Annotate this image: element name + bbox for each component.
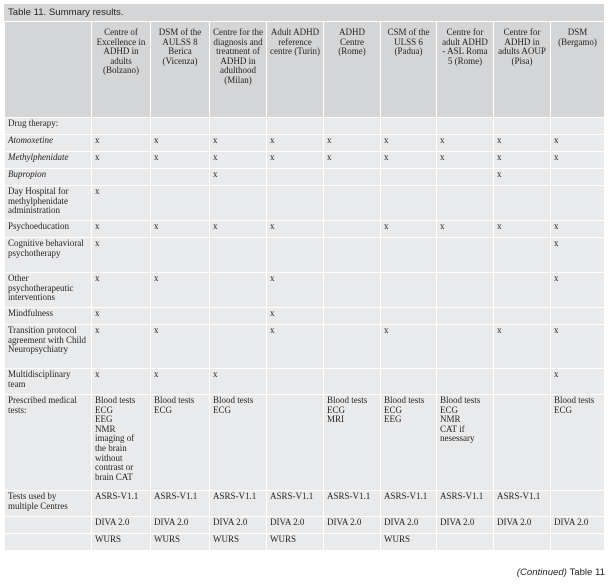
column-header: Centre for the diagnosis and treatment of ADHD in adulthood (Milan) <box>210 22 267 118</box>
table-cell: ASRS-V1.1 <box>381 491 437 517</box>
row-label: Other psychotherapeutic interventions <box>5 273 92 308</box>
table-cell <box>494 534 551 551</box>
column-header: Centre for ADHD in adults AOUP (Pisa) <box>494 22 551 118</box>
table-cell <box>551 169 605 186</box>
table-cell: Blood tests ECG <box>151 395 210 491</box>
continued-caption <box>517 567 605 578</box>
table-cell: x <box>151 135 210 152</box>
header-row <box>5 22 605 118</box>
table-cell: x <box>210 369 267 395</box>
table-cell <box>381 273 437 308</box>
table-cell <box>437 325 494 369</box>
row-label: Multidisciplinary team <box>5 369 92 395</box>
table-cell: x <box>551 238 605 273</box>
table-cell <box>437 186 494 221</box>
table-cell <box>437 273 494 308</box>
table-cell: x <box>494 325 551 369</box>
table-cell: Blood tests ECG <box>210 395 267 491</box>
table-cell: x <box>151 369 210 395</box>
table-cell: WURS <box>92 534 151 551</box>
table-body <box>5 118 605 551</box>
table-cell: ASRS-V1.1 <box>267 491 324 517</box>
table-cell: x <box>494 169 551 186</box>
column-header: Centre for adult ADHD - ASL Roma 5 (Rome) <box>437 22 494 118</box>
table-cell <box>437 534 494 551</box>
table-row <box>5 221 605 238</box>
table-cell: x <box>92 238 151 273</box>
table-row <box>5 118 605 135</box>
table-cell <box>324 186 381 221</box>
table-cell: DIVA 2.0 <box>92 517 151 534</box>
table-cell: x <box>551 369 605 395</box>
table-cell: Blood tests ECG EEG NMR imaging of the brain without contrast or brain CAT <box>92 395 151 491</box>
table-cell: DIVA 2.0 <box>151 517 210 534</box>
table-row <box>5 186 605 221</box>
table-cell <box>381 308 437 325</box>
table-cell <box>324 273 381 308</box>
row-label: Cognitive behavioral psychotherapy <box>5 238 92 273</box>
table-cell <box>381 186 437 221</box>
table-cell: x <box>151 273 210 308</box>
table-cell <box>437 169 494 186</box>
table-cell: Blood tests ECG <box>551 395 605 491</box>
table-cell: x <box>494 152 551 169</box>
table-cell <box>381 169 437 186</box>
table-cell <box>92 169 151 186</box>
table-cell <box>551 534 605 551</box>
summary-table <box>4 21 605 551</box>
table-cell: x <box>267 152 324 169</box>
table-cell <box>551 118 605 135</box>
table-cell <box>151 186 210 221</box>
column-header: CSM of the ULSS 6 (Padua) <box>381 22 437 118</box>
table-cell <box>437 118 494 135</box>
table-row <box>5 534 605 551</box>
table-cell <box>494 308 551 325</box>
table-cell <box>210 325 267 369</box>
table-cell <box>267 169 324 186</box>
row-label: Day Hospital for methylphenidate administration <box>5 186 92 221</box>
table-cell: x <box>210 221 267 238</box>
table-cell <box>151 238 210 273</box>
table-cell: x <box>151 152 210 169</box>
table-cell: x <box>92 152 151 169</box>
table-cell: x <box>551 325 605 369</box>
table-cell: x <box>551 152 605 169</box>
table-cell <box>494 118 551 135</box>
table-cell: Blood tests ECG MRI <box>324 395 381 491</box>
table-cell <box>267 238 324 273</box>
row-label: Methylphenidate <box>5 152 92 169</box>
row-label: Tests used by multiple Centres <box>5 491 92 517</box>
header-blank-cell <box>5 22 92 118</box>
column-header: ADHD Centre (Rome) <box>324 22 381 118</box>
row-label: Mindfulness <box>5 308 92 325</box>
table-cell <box>551 491 605 517</box>
table-cell: DIVA 2.0 <box>210 517 267 534</box>
table-cell: x <box>151 221 210 238</box>
table-cell <box>324 238 381 273</box>
table-cell: x <box>92 369 151 395</box>
table-cell: WURS <box>210 534 267 551</box>
table-cell <box>494 238 551 273</box>
table-cell: x <box>92 325 151 369</box>
table-cell: DIVA 2.0 <box>494 517 551 534</box>
table-reference: Table 11 <box>569 567 605 578</box>
table-row <box>5 135 605 152</box>
table-cell: DIVA 2.0 <box>437 517 494 534</box>
table-cell <box>551 308 605 325</box>
table-cell: x <box>210 152 267 169</box>
table-cell: x <box>551 135 605 152</box>
continued-label: (Continued) <box>516 567 567 578</box>
table-cell: x <box>381 221 437 238</box>
table-cell <box>92 118 151 135</box>
table-cell: DIVA 2.0 <box>324 517 381 534</box>
table-row <box>5 517 605 534</box>
table-cell: x <box>151 325 210 369</box>
table-cell <box>324 534 381 551</box>
table-cell <box>381 369 437 395</box>
table-cell: ASRS-V1.1 <box>494 491 551 517</box>
table-cell: x <box>381 325 437 369</box>
table-row <box>5 169 605 186</box>
table-cell: x <box>210 169 267 186</box>
table-cell: DIVA 2.0 <box>551 517 605 534</box>
table-row <box>5 238 605 273</box>
table-cell: x <box>494 221 551 238</box>
table-cell <box>210 308 267 325</box>
table-cell: x <box>494 135 551 152</box>
column-header: Adult ADHD reference centre (Turin) <box>267 22 324 118</box>
row-label: Atomoxetine <box>5 135 92 152</box>
table-cell <box>494 273 551 308</box>
table-cell: x <box>92 135 151 152</box>
table-cell: x <box>437 221 494 238</box>
table-cell: Blood tests ECG NMR CAT if nesessary <box>437 395 494 491</box>
row-label: Prescribed medical tests: <box>5 395 92 491</box>
table-row <box>5 491 605 517</box>
table-cell: ASRS-V1.1 <box>151 491 210 517</box>
column-header: DSM of the AULSS 8 Berica (Vicenza) <box>151 22 210 118</box>
table-cell <box>210 118 267 135</box>
table-cell: x <box>267 325 324 369</box>
table-cell <box>324 118 381 135</box>
table-cell <box>494 395 551 491</box>
table-cell <box>381 238 437 273</box>
table-cell <box>151 169 210 186</box>
table-cell <box>324 221 381 238</box>
table-cell <box>324 325 381 369</box>
table-cell <box>324 308 381 325</box>
table-cell <box>324 169 381 186</box>
table-cell <box>267 186 324 221</box>
table-cell: ASRS-V1.1 <box>324 491 381 517</box>
row-label: Drug therapy: <box>5 118 92 135</box>
table-cell <box>267 395 324 491</box>
table-cell: x <box>92 273 151 308</box>
row-label <box>5 517 92 534</box>
table-cell <box>210 273 267 308</box>
table-cell <box>494 186 551 221</box>
table-row <box>5 325 605 369</box>
table-cell: x <box>437 152 494 169</box>
table-cell: x <box>437 135 494 152</box>
table-row <box>5 308 605 325</box>
table-cell: DIVA 2.0 <box>381 517 437 534</box>
table-cell: x <box>324 152 381 169</box>
table-cell: WURS <box>381 534 437 551</box>
table-cell <box>267 369 324 395</box>
table-cell <box>210 186 267 221</box>
table-cell <box>151 118 210 135</box>
table-cell: x <box>381 135 437 152</box>
table-cell: x <box>267 273 324 308</box>
table-row <box>5 395 605 491</box>
table-cell: x <box>381 152 437 169</box>
table-cell: WURS <box>267 534 324 551</box>
column-header: Centre of Excellence in ADHD in adults (Bolzano) <box>92 22 151 118</box>
table-caption: Table 11. Summary results. <box>4 4 604 21</box>
table-row <box>5 152 605 169</box>
table-cell: x <box>92 186 151 221</box>
table-cell: Blood tests ECG EEG <box>381 395 437 491</box>
table-cell: x <box>92 308 151 325</box>
table-cell <box>210 238 267 273</box>
table-cell: ASRS-V1.1 <box>437 491 494 517</box>
table-cell: x <box>267 135 324 152</box>
table-row <box>5 273 605 308</box>
table-cell: x <box>210 135 267 152</box>
row-label: Psychoeducation <box>5 221 92 238</box>
table-row <box>5 369 605 395</box>
table-cell <box>437 308 494 325</box>
row-label: Bupropion <box>5 169 92 186</box>
row-label: Transition protocol agreement with Child Neuropsychiatry <box>5 325 92 369</box>
table-cell: x <box>267 308 324 325</box>
table-cell: x <box>324 135 381 152</box>
table-cell: x <box>551 221 605 238</box>
table-cell: ASRS-V1.1 <box>210 491 267 517</box>
table-cell: DIVA 2.0 <box>267 517 324 534</box>
table-cell <box>437 369 494 395</box>
table-cell <box>324 369 381 395</box>
table-cell: x <box>92 221 151 238</box>
table-cell <box>267 118 324 135</box>
table-cell: x <box>551 273 605 308</box>
table-cell <box>381 118 437 135</box>
table-cell <box>551 186 605 221</box>
table-cell: WURS <box>151 534 210 551</box>
table-cell <box>494 369 551 395</box>
table-cell: ASRS-V1.1 <box>92 491 151 517</box>
table-cell: x <box>267 221 324 238</box>
row-label <box>5 534 92 551</box>
column-header: DSM (Bergamo) <box>551 22 605 118</box>
table-cell <box>437 238 494 273</box>
table-cell <box>151 308 210 325</box>
